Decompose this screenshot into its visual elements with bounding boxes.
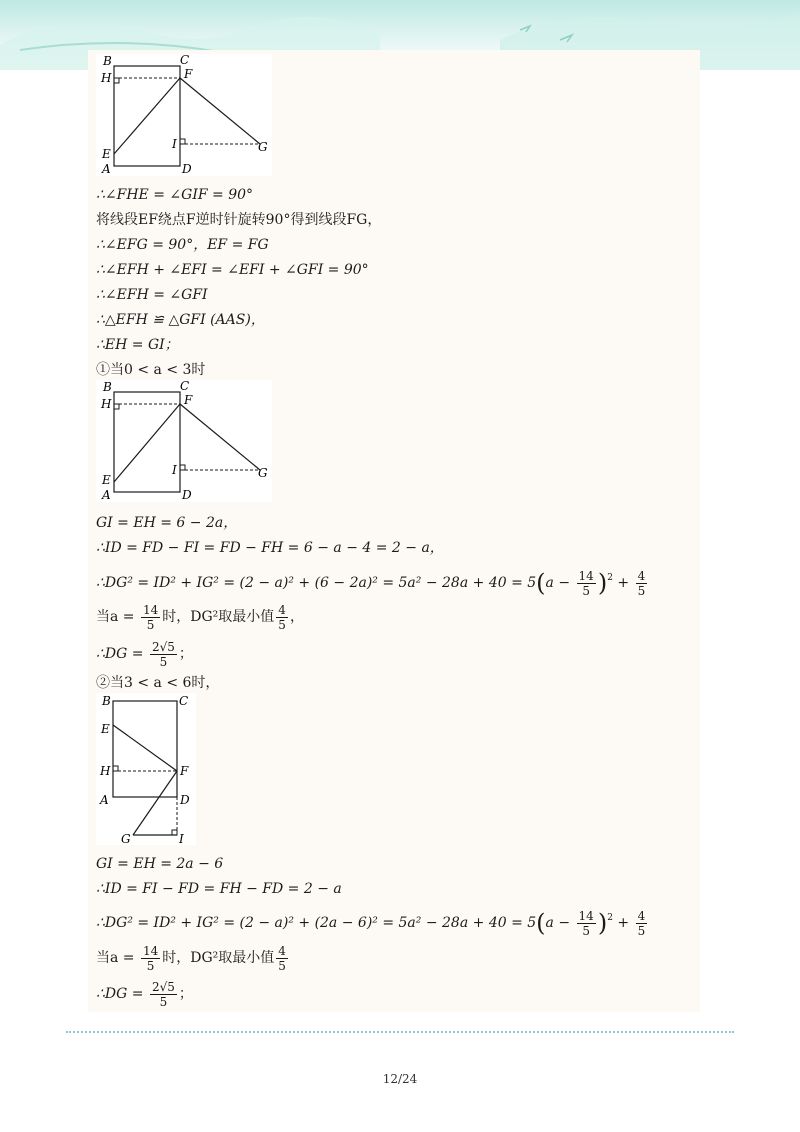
label-F: F xyxy=(184,393,193,407)
label-A: A xyxy=(102,488,111,502)
text-line: ∴DG = $\frac{2√5}{5}$ ； xyxy=(96,979,193,1009)
geometry-figure-3 xyxy=(96,693,196,845)
label-C: C xyxy=(179,694,189,708)
label-I: I xyxy=(172,137,177,151)
label-B: B xyxy=(103,54,112,68)
label-F: F xyxy=(184,67,193,81)
page-number: 12/24 xyxy=(382,1072,418,1086)
geometry-figure-2 xyxy=(96,380,272,502)
case-heading: ②当3 < a < 6时， xyxy=(96,675,220,691)
text-line: ∴∠FHE = ∠GIF = 90° xyxy=(96,187,254,203)
label-G: G xyxy=(258,466,268,480)
label-C: C xyxy=(180,380,190,393)
label-H: H xyxy=(101,71,112,85)
label-E: E xyxy=(102,147,111,161)
label-C: C xyxy=(180,54,190,67)
case-heading: ①当0 < a < 3时 xyxy=(96,362,206,378)
text-line: ∴EH = GI； xyxy=(96,337,179,353)
text-line: ∴△EFH ≌ △GFI (AAS)， xyxy=(96,312,265,328)
label-B: B xyxy=(103,380,112,394)
text-line: GI = EH = 2a − 6 xyxy=(96,856,224,872)
text-line: ∴∠EFH + ∠EFI = ∠EFI + ∠GFI = 90° xyxy=(96,262,369,278)
geometry-figure-1 xyxy=(96,54,272,176)
label-D: D xyxy=(182,162,192,176)
label-F: F xyxy=(180,764,189,778)
label-G: G xyxy=(258,140,268,154)
equation-line: ∴DG² = ID² + IG² = (2 − a)² + (2a − 6)² = 5a² − 28a + 40 = 5(a − $\frac{14}{5}$ )$^2$ + $\frac{4}{5}$ xyxy=(96,908,646,938)
text-line: GI = EH = 6 − 2a， xyxy=(96,515,238,531)
text-line: 当a = $\frac{14}{5}$ 时，DG²取最小值 $\frac{4}{5}$ xyxy=(96,943,286,973)
label-H: H xyxy=(101,397,112,411)
dotted-divider xyxy=(66,1031,734,1033)
text-line: ∴∠EFH = ∠GFI xyxy=(96,287,208,303)
label-D: D xyxy=(182,488,192,502)
label-B: B xyxy=(102,694,111,708)
label-D: D xyxy=(180,793,190,807)
label-A: A xyxy=(100,793,109,807)
text-line: ∴ID = FD − FI = FD − FH = 6 − a − 4 = 2 − a， xyxy=(96,540,444,556)
text-line: ∴∠EFG = 90°，EF = FG xyxy=(96,237,269,253)
label-G: G xyxy=(121,832,131,845)
label-E: E xyxy=(101,722,110,736)
label-A: A xyxy=(102,162,111,176)
label-H: H xyxy=(100,764,111,778)
text-line: 当a = $\frac{14}{5}$ 时，DG²取最小值 $\frac{4}{5}$ ， xyxy=(96,602,304,632)
text-line: ∴DG = $\frac{2√5}{5}$ ； xyxy=(96,639,193,669)
text-line: ∴ID = FI − FD = FH − FD = 2 − a xyxy=(96,881,342,897)
label-I: I xyxy=(172,463,177,477)
label-E: E xyxy=(102,473,111,487)
equation-line: ∴DG² = ID² + IG² = (2 − a)² + (6 − 2a)² = 5a² − 28a + 40 = 5(a − $\frac{14}{5}$ )$^2$ + $\frac{4}{5}$ xyxy=(96,568,646,598)
label-I: I xyxy=(179,832,184,845)
text-line: 将线段EF绕点F逆时针旋转90°得到线段FG， xyxy=(96,212,382,228)
